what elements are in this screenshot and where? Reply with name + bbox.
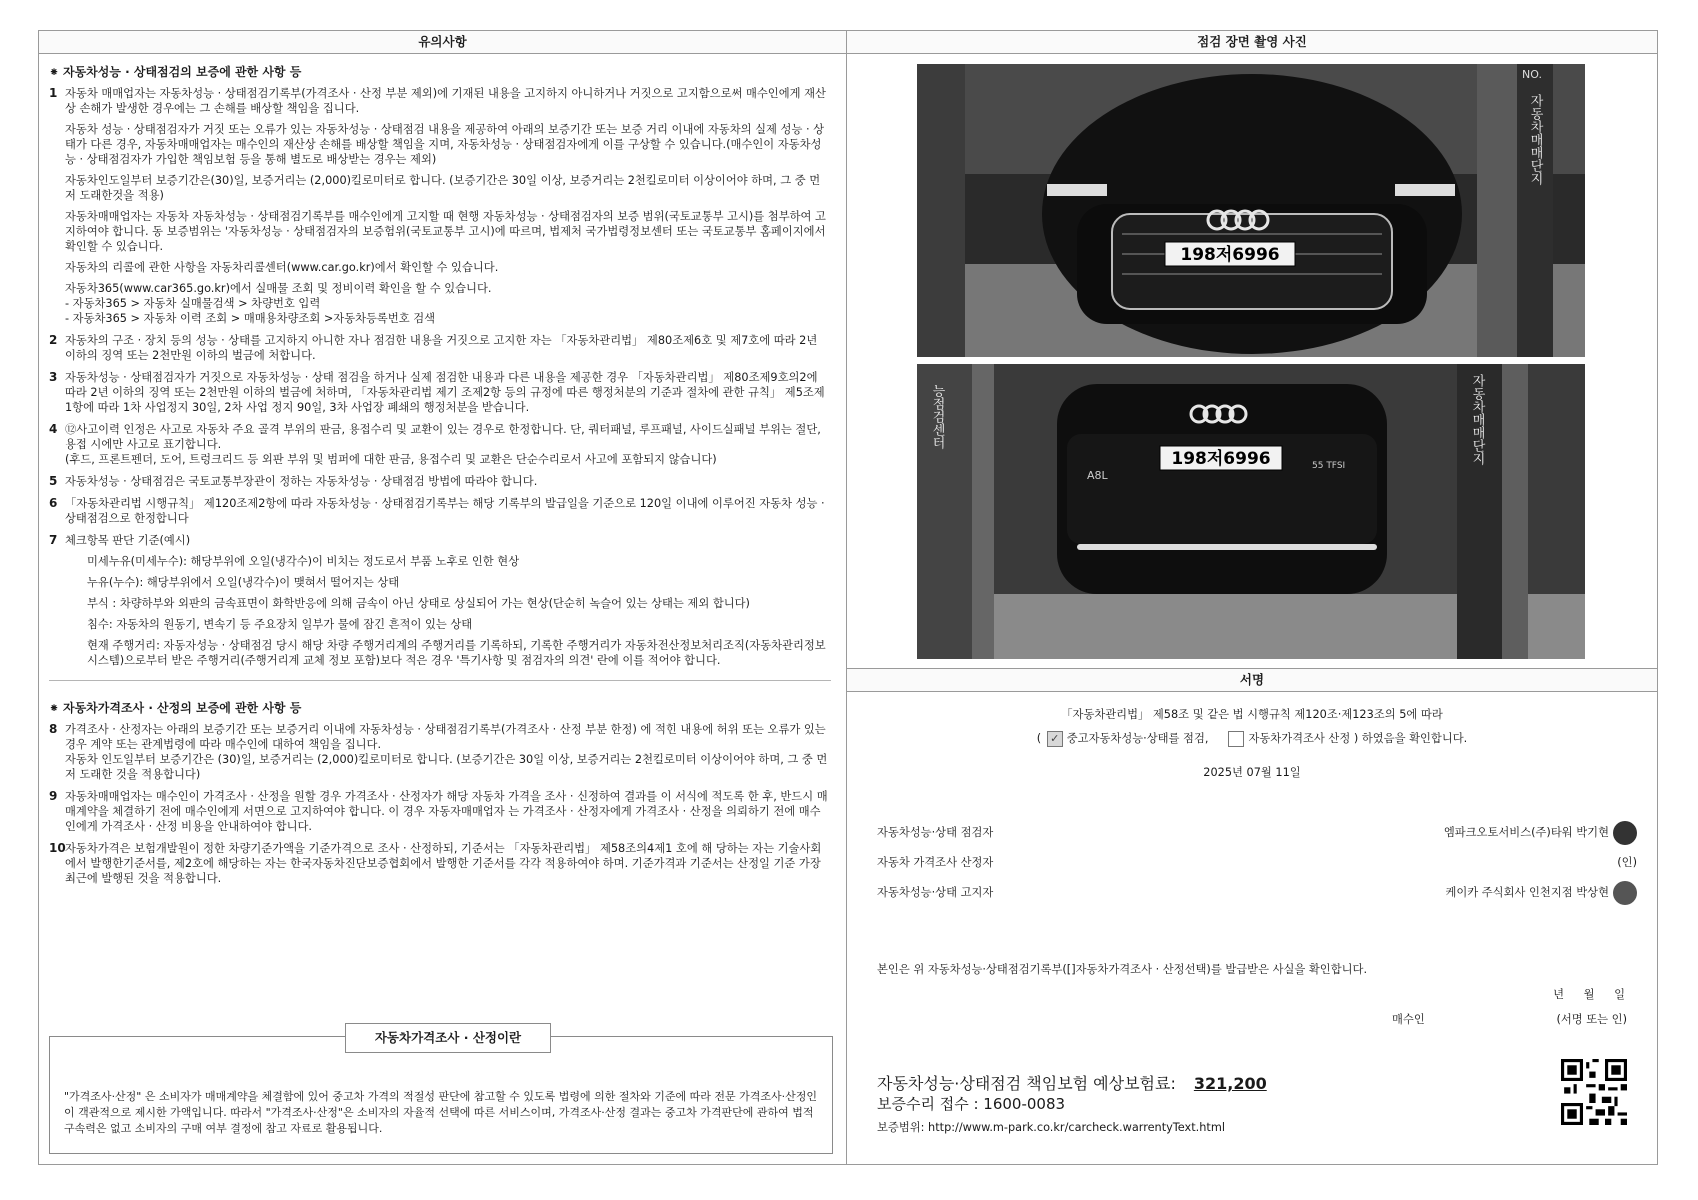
notice-item-4: 4 ⑫사고이력 인정은 사고로 자동차 주요 골격 부위의 판금, 용접수리 및 교환이 있는 경우로 한정합니다. 단, 쿼터패널, 루프패널, 사이드실패널 부위는 절단, 용접 시에만 사고로 표기합니다. (후드, 프론트펜더, 도어, 트렁크리드 등 외판 부위 및 범퍼에 대한 판금, 용접수리 및 교환은 단순수리로서 사고에 포함되지 않습니다) <box>49 422 821 466</box>
signature-check-line: ( ✓ 중고자동차성능·상태를 점검, 자동차가격조사 산정 ) 하였음을 확인합니다. <box>1036 732 1468 745</box>
qr-code-icon[interactable] <box>1561 1059 1627 1125</box>
notice-item-8: 8 가격조사 · 산정자는 아래의 보증기간 또는 보증거리 이내에 자동차성능 · 상태점검기록부(가격조사 · 산정 부분 한정) 에 적힌 내용에 허위 또는 오류가 있는 경우 계약 또는 관계법령에 따라 매수인에 대하여 책임을 집니다. 자동차 인도일부터 보증기간은 (30)일, 보증거리는 (2,000)킬로미터로 합니다. (보증기간은 30일 이상, 보증거리는 2천킬로미터 이상이어야 하며, 그 중 먼저 도래한 것을 적용합니다) <box>49 722 828 781</box>
section-price-warranty: ⁕ 자동차가격조사 · 산정의 보증에 관한 사항 등 <box>49 701 302 715</box>
signature-law-text: 「자동차관리법」 제58조 및 같은 법 시행규칙 제120조·제123조의 5에 따라 <box>1061 708 1443 721</box>
insurance-amount: 321,200 <box>1193 1074 1267 1093</box>
insurance-premium: 자동차성능·상태점검 책임보험 예상보험료: 321,200 <box>877 1074 1267 1093</box>
svg-text:NO.: NO. <box>1522 68 1542 81</box>
rear-plate: 198저6996 <box>1171 449 1271 469</box>
notifier-row: 자동차성능·상태 고지자 케이카 주식회사 인천지점 박상현 <box>877 883 1637 903</box>
receipt-confirmation: 본인은 위 자동차성능·상태점검기록부([]자동차가격조사 · 산정선택)를 발급받은 사실을 확인합니다. <box>877 963 1368 976</box>
svg-text:A8L: A8L <box>1087 469 1108 482</box>
date-blank: 년 월 일 <box>1553 988 1627 1001</box>
notice-item-3: 3 자동차성능 · 상태점검자가 거짓으로 자동차성능 · 상태 점검을 하거나 실제 점검한 내용과 다른 내용을 제공한 경우 「자동차관리법」 제80조제9호의2에 따라 2년 이하의 징역 또는 2천만원 이하의 벌금에 처하며, 「자동차관리법 제기 조제2항 등의 규정에 따른 행정처분의 기준과 절차에 관한 규칙」 제5조제1항에 따라 1차 사업정지 30일, 2차 사업 정지 90일, 3차 사업장 폐쇄의 행정처분을 받습니다. <box>49 370 825 414</box>
price-checkbox[interactable] <box>1228 731 1244 747</box>
warranty-phone: 보증수리 접수 : 1600-0083 <box>877 1095 1066 1113</box>
rear-photo <box>917 364 1585 659</box>
notice-item-9: 9 자동차매매업자는 매수인이 가격조사 · 산정을 원할 경우 가격조사 · 산정자가 해당 자동차 가격을 조사 · 신정하여 결과를 이 서식에 적도록 한 후, 반드시 매매계약을 체결하기 전에 매수인에게 서면으로 고지하여야 합니다. 이 경우 자동자매매업자 는 가격조사 · 산정자에게 가격조사 · 산정을 의뢰하기 전에 매수인에게 가격조사 · 산정 비용을 안내하여야 합니다. <box>49 789 828 833</box>
price-definition-text: "가격조사·산정" 은 소비자가 매매계약을 체결함에 있어 중고차 가격의 적절성 판단에 참고할 수 있도록 법령에 의한 절차와 기준에 따라 전문 가격조사·산정인이 객관적으로 제시한 가액입니다. 따라서 "가격조사·산정"은 소비자의 자율적 선택에 따른 서비스이며, 가격조사·산정 결과는 중고차 가격판단에 관하여 법적 구속력은 없고 소비자의 구매 여부 결정에 참고 자료로 활용됩니다. <box>64 1090 817 1135</box>
notice-item-2: 2 자동차의 구조 · 장치 등의 성능 · 상태를 고지하지 아니한 자나 점검한 내용을 거짓으로 고지한 자는 「자동차관리법」 제80조제6호 및 제7호에 따라 2년 이하의 징역 또는 2천만원 이하의 벌금에 처합니다. <box>49 333 818 362</box>
notice-item-5: 5 자동차성능 · 상태점검은 국토교통부장관이 정하는 자동차성능 · 상태점검 방법에 따라야 합니다. <box>49 474 538 488</box>
price-assessor-row: 자동차 가격조사 산정자 (인) <box>877 856 1637 869</box>
signature-header: 서명 <box>847 668 1657 692</box>
rear-left-sign: 능점검센터 <box>929 384 945 449</box>
notice-header: 유의사항 <box>39 31 846 54</box>
performance-checkbox[interactable]: ✓ <box>1047 731 1063 747</box>
signature-date: 2025년 07월 11일 <box>1203 766 1301 779</box>
section-divider <box>49 680 831 681</box>
front-side-sign: 자동차매매단지 <box>1527 94 1543 185</box>
price-definition-box <box>49 1030 833 1154</box>
notice-item-7: 7 체크항목 판단 기준(예시) 미세누유(미세누수): 해당부위에 오일(냉각수)이 비치는 정도로서 부품 노후로 인한 현상 누유(누수): 해당부위에서 오일(냉각수)이 맺혀서 떨어지는 상태 부식 : 차량하부와 외판의 금속표면이 화학반응에 의해 금속이 아닌 상태로 상실되어 가는 현상(단순히 녹슬어 있는 상태는 제외 합니다) 침수: 자동차의 원동기, 변속기 등 주요장치 일부가 물에 잠긴 흔적이 있는 상태 현재 주행거리: 자동자성능 · 상태점검 당시 해당 차량 주행거리계의 주행거리를 기록하되, 기록한 주행거리가 자동차전산정보처리조직(자동차관리정보시스템)으로부터 받은 주행거리(주행거리계 교체 정보 포함)보다 적은 경우 '특기사항 및 점검자의 의견' 란에 이를 적어야 합니다. <box>49 533 826 667</box>
buyer-label: 매수인 <box>1392 1013 1425 1026</box>
svg-text:55 TFSI: 55 TFSI <box>1312 461 1346 471</box>
notice-item-6: 6 「자동차관리법 시행규칙」 제120조제2항에 따라 자동차성능 · 상태점검기록부는 해당 기록부의 발급일을 기준으로 120일 이내에 이루어진 자동차 성능 · 상태점검으로 한정합니다 <box>49 496 825 525</box>
photo-signature-column <box>847 31 1657 1164</box>
front-plate: 198저6996 <box>1180 245 1280 265</box>
section-performance-warranty: ⁕ 자동차성능 · 상태점검의 보증에 관한 사항 등 <box>49 65 302 79</box>
notice-column <box>39 31 847 1164</box>
buyer-signature: (서명 또는 인) <box>1556 1013 1627 1026</box>
report-sheet <box>38 30 1658 1165</box>
price-definition-title: 자동차가격조사 · 산정이란 <box>345 1023 551 1053</box>
notice-item-10: 10 자동차가격은 보험개발원이 정한 차량기준가액을 기준가격으로 조사 · 산정하되, 기준서는 「자동차관리법」 제58조의4제1 호에 해 당하는 자는 기술사회에서 발행한기준서를, 제2호에 해당하는 자는 한국자동차진단보증협회에서 발행한 기준서를 각각 적용하여야 하며. 기준가격과 기준서는 산정일 기준 가장 최근에 발행된 것을 적용합니다. <box>49 841 822 885</box>
photo-header: 점검 장면 촬영 사진 <box>847 31 1657 54</box>
notice-content <box>49 61 831 893</box>
front-photo <box>917 64 1585 357</box>
notice-item-1: 1 자동차 매매업자는 자동차성능 · 상태점검기록부(가격조사 · 산정 부분 제외)에 기재된 내용을 고지하지 아니하거나 거짓으로 고지함으로써 매수인에게 재산상 손해가 발생한 경우에는 그 손해를 배상할 책임을 집니다. 자동차 성능 · 상태점검자가 거짓 또는 오류가 있는 자동차성능 · 상태점검 내용을 제공하여 아래의 보증기간 또는 보증 거리 이내에 자동차의 실제 성능 · 상태가 다른 경우, 자동차매매업자는 매수인의 재산상 손해를 배상할 책임을 지며, 자동차성능 · 상태점검자에게 이를 구상할 수 있습니다.(매수인이 자동차성능 · 상태점검자가 가입한 책임보험 등을 통해 별도로 배상받는 경우는 제외) 자동차인도일부터 보증기간은(30)일, 보증거리는 (2,000)킬로미터로 합니다. (보증기간은 30일 이상, 보증거리는 2천킬로미터 이상이어야 하며, 그 중 먼저 도래한것을 적용) 자동차매매업자는 자동차 자동차성능 · 상태점검기록부를 매수인에게 고지할 때 현행 자동차성능 · 상태점검자의 보증 범위(국토교통부 고시)를 첨부하여 고지하여야 합니다. 동 보증범위는 '자동차성능 · 상태점검자의 보증험위(국토교통부 고시)에 따르며, 법제처 국가법령정보센터 또는 국토교통부 홈페이지에서 확인할 수 있습니다. 자동차의 리콜에 관한 사항을 자동차리콜센터(www.car.go.kr)에서 확인할 수 있습니다. 자동차365(www.car365.go.kr)에서 실매물 조회 및 정비이력 확인을 할 수 있습니다. - 자동차365 > 자동차 실매물검색 > 차량번호 입력 - 자동차365 > 자동차 이력 조회 > 매매용차량조회 >자동차등록번호 검색 <box>49 86 826 325</box>
warranty-url[interactable]: 보증범위: http://www.m-park.co.kr/carcheck.warrentyText.html <box>877 1121 1225 1134</box>
inspector-seal-icon <box>1613 821 1637 845</box>
notifier-seal-icon <box>1613 881 1637 905</box>
inspector-row: 자동차성능·상태 점검자 엠파크오토서비스(주)타워 박기현 <box>877 823 1637 843</box>
rear-right-sign: 자동차매매단지 <box>1469 374 1485 465</box>
